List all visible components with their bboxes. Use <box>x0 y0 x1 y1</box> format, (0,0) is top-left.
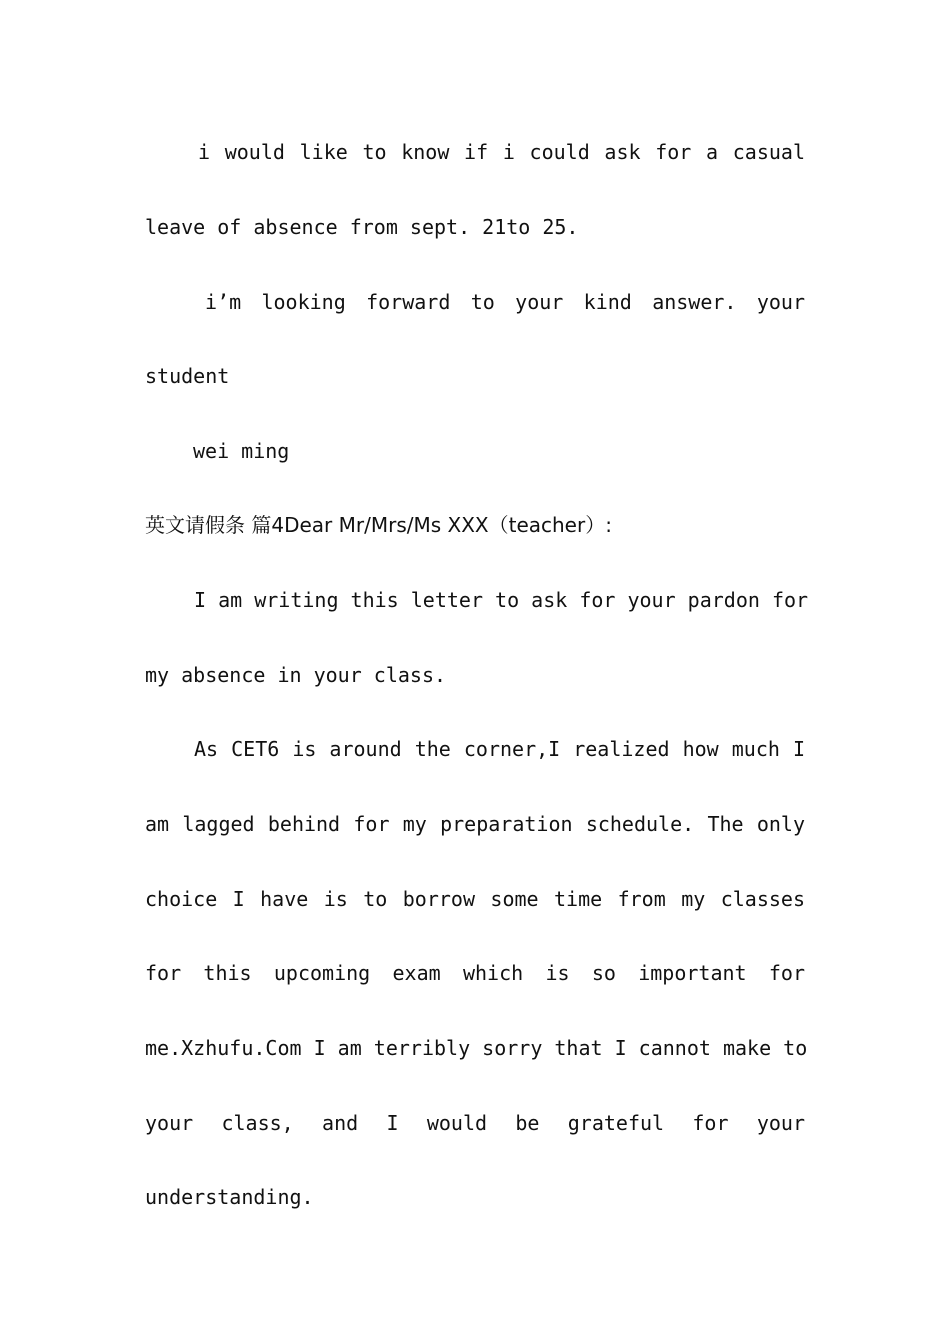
paragraph-line: my absence in your class. <box>145 663 447 687</box>
paragraph-line: i’m looking forward to your kind answer. your <box>205 290 805 314</box>
paragraph-line: am lagged behind for my preparation schedule. The only <box>145 812 805 836</box>
paragraph-line: choice I have is to borrow some time from my classes <box>145 887 805 911</box>
paragraph-line: leave of absence from sept. 21to 25. <box>145 215 579 239</box>
paragraph-line: i would like to know if i could ask for a casual <box>198 140 805 164</box>
signature-name: wei ming <box>193 439 290 463</box>
paragraph-line: student <box>145 364 230 388</box>
paragraph-line: me.Xzhufu.Com I am terribly sorry that I cannot make to <box>145 1036 808 1060</box>
paragraph-line: I am writing this letter to ask for your pardon for <box>194 588 809 612</box>
paragraph-line: your class, and I would be grateful for your <box>145 1111 805 1135</box>
paragraph-line: understanding. <box>145 1185 314 1209</box>
section-heading: 英文请假条 篇4Dear Mr/Mrs/Ms XXX（teacher）: <box>145 513 612 537</box>
paragraph-line: for this upcoming exam which is so important for <box>145 961 805 985</box>
paragraph-line: As CET6 is around the corner,I realized how much I <box>194 737 805 761</box>
